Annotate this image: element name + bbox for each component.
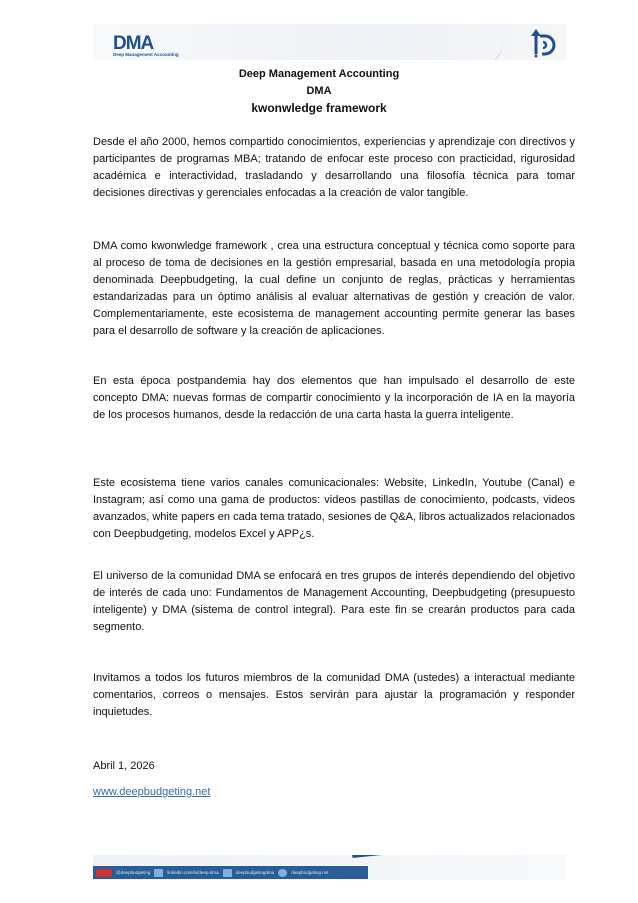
dma-logo: [113, 33, 179, 57]
banner-swoosh: [327, 24, 508, 60]
title-line-2: DMA: [306, 85, 332, 97]
paragraph-6: Invitamos a todos los futuros miembros de la comunidad DMA (ustedes) a interactual mediante comentarios, correos o mensajes. Estos servirán para ajustar la programación y responder inquietudes.: [93, 672, 575, 718]
footer-banner: [93, 855, 566, 880]
website-handle[interactable]: deepbudgeting.net: [291, 870, 329, 875]
logo-subtitle: Deep Management Accounting: [113, 52, 179, 57]
document-title: [0, 66, 638, 117]
document-date: Abril 1, 2026: [93, 760, 155, 772]
instagram-icon: [223, 869, 232, 877]
paragraph-5: El universo de la comunidad DMA se enfocará en tres grupos de interés dependiendo del objetivo de interés de cada uno: Fundamentos de Management Accounting, Deepbudgeting (presupuesto inteligente) y DMA (sistema de control integral). Para este fin se crearán productos para cada segmento.: [93, 570, 575, 633]
title-line-3: kwonwledge framework: [251, 101, 387, 115]
deepbudgeting-logo-icon: [528, 26, 560, 58]
youtube-icon: [96, 869, 112, 877]
website-link[interactable]: www.deepbudgeting.net: [93, 786, 211, 798]
youtube-handle[interactable]: @deepbudgeting: [116, 870, 151, 875]
linkedin-handle[interactable]: linkedin.com/in/deep-dma: [167, 870, 219, 875]
linkedin-icon: [154, 869, 163, 877]
instagram-handle[interactable]: deepbudgetingdma: [235, 870, 275, 875]
title-line-1: Deep Management Accounting: [238, 68, 400, 80]
paragraph-2: DMA como kwonwledge framework , crea una estructura conceptual y técnica como soporte para al proceso de toma de decisiones en la gestión empresarial, basada en una metodología propia denominada Deepbudgeting, la cual define un conjunto de reglas, prácticas y herramientas estandarizadas para un óptimo análisis al evaluar alternativas de gestión y creación de valor. Complementariamente, este ecosistema de management accounting permite generar las bases para el desarrollo de software y la creación de aplicaciones.: [93, 240, 575, 337]
paragraph-1: Desde el año 2000, hemos compartido conocimientos, experiencias y aprendizaje con directivos y participantes de programas MBA; tratando de enfocar este proceso con practicidad, rigurosidad académica e interactividad, trasladando y desarrollando una filosofía técnica para tomar decisiones directivas y gerenciales enfocadas a la creación de valor tangible.: [93, 136, 575, 199]
logo-text: DMA: [113, 33, 154, 54]
header-banner: [93, 24, 566, 60]
paragraph-4: Este ecosistema tiene varios canales comunicacionales: Website, LinkedIn, Youtube (Canal) e Instagram; así como una gama de productos: videos pastillas de conocimiento, podcasts, videos avanzados, white papers en cada tema tratado, sesiones de Q&A, libros actualizados relacionados con Deepbudgeting, modelos Excel y APP¿s.: [93, 477, 575, 540]
social-bar: [93, 866, 368, 879]
globe-icon: [278, 869, 287, 877]
paragraph-3: En esta época postpandemia hay dos elementos que han impulsado el desarrollo de este concepto DMA: nuevas formas de compartir conocimiento y la incorporación de IA en la mayoría de los procesos humanos, desde la redacción de una carta hasta la guerra inteligente.: [93, 375, 575, 421]
